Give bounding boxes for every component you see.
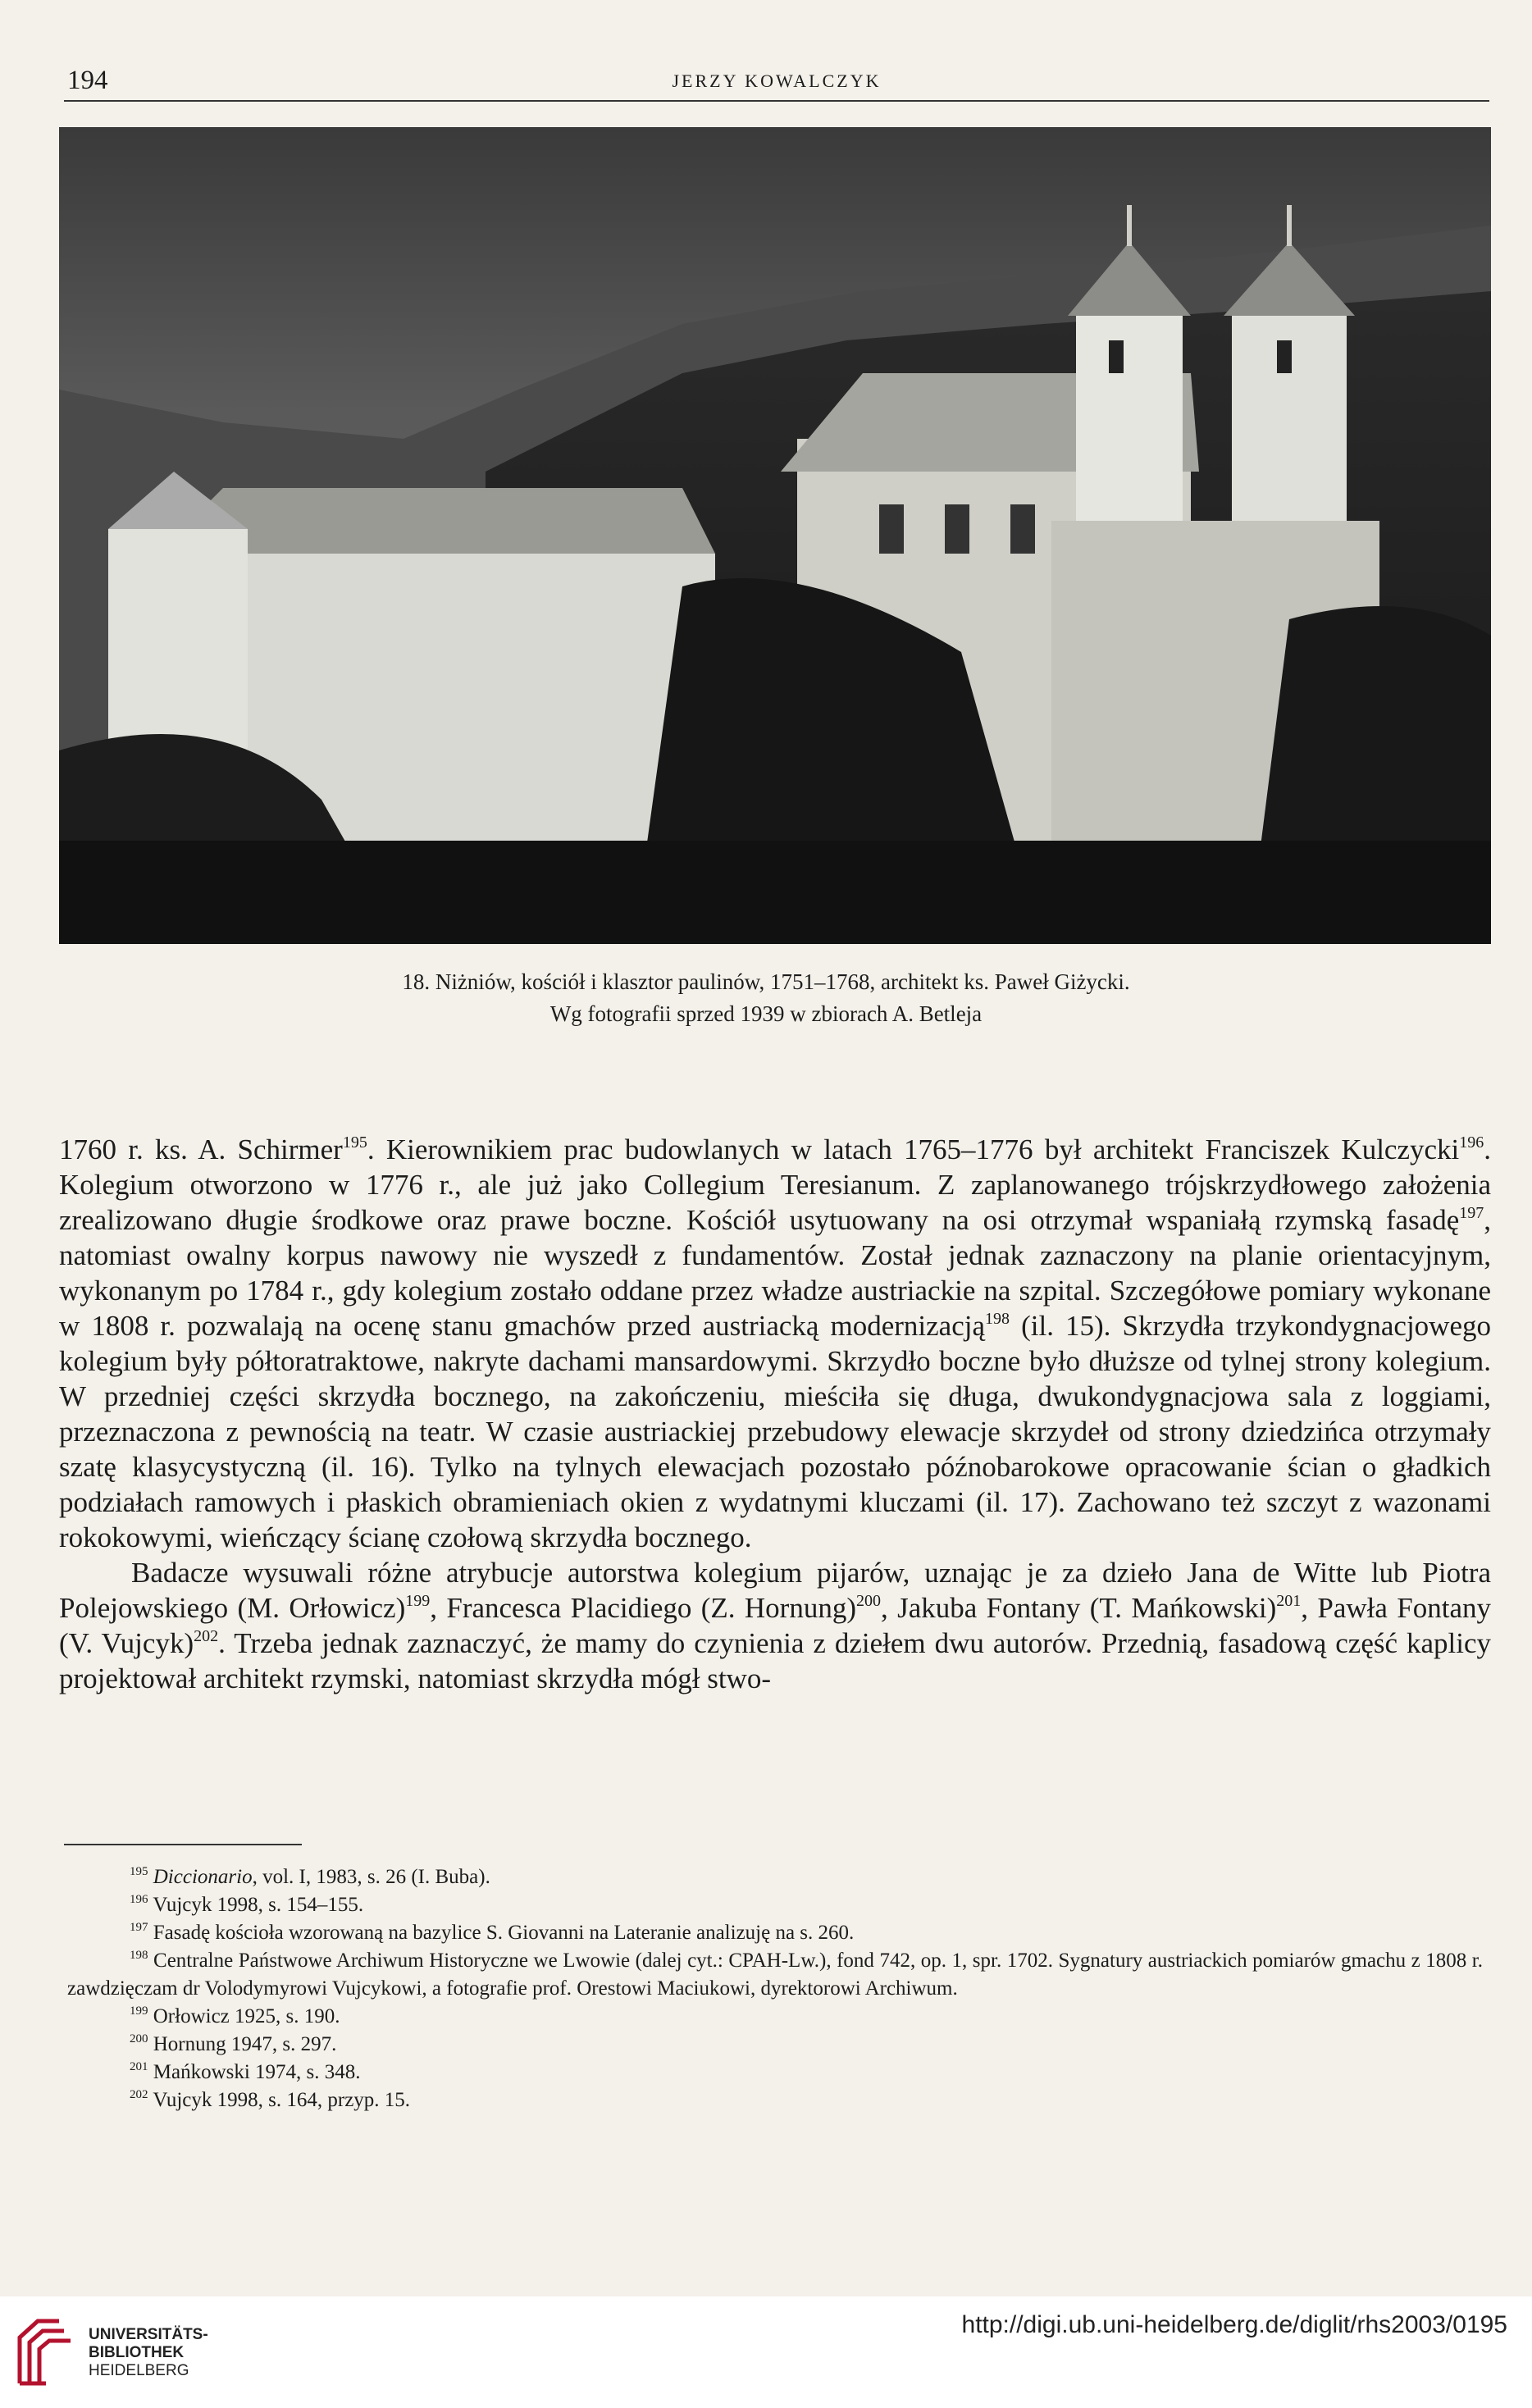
library-name-line: HEIDELBERG <box>89 2362 189 2379</box>
footnote <box>67 2086 1483 2114</box>
text-run: . Kolegium otworzono w 1776 r., ale już jako Collegium Teresianum. Z zaplanowanego trójskrzydłowego założenia zrealizowano długie środkowe oraz prawe boczne. Kościół usytuowany na osi otrzymał wspaniałą rzymską fasadę <box>59 1133 1491 1236</box>
footnote-text: Vujcyk 1998, s. 154–155. <box>153 1894 364 1916</box>
footnote-number: 195 <box>130 1865 148 1878</box>
figure-photo <box>59 127 1491 944</box>
footnote-number: 199 <box>130 2004 148 2018</box>
library-name-line: BIBLIOTHEK <box>89 2344 185 2361</box>
footnote-text: , vol. I, 1983, s. 26 (I. Buba). <box>252 1866 490 1888</box>
text-run: 1760 r. ks. A. Schirmer <box>59 1133 343 1165</box>
footnote <box>67 1863 1483 1891</box>
library-logo-icon <box>13 2313 75 2388</box>
text-run: , Pawła Fontany (V. Vujcyk) <box>59 1592 1491 1659</box>
footnote-number: 198 <box>130 1949 148 1962</box>
page-number: 194 <box>67 66 108 95</box>
footnote-text: Orłowicz 1925, s. 190. <box>153 2005 340 2027</box>
footnote-title: Diccionario <box>153 1866 253 1888</box>
caption-line: 18. Niżniów, kościół i klasztor paulinów, 1751–1768, architekt ks. Paweł Giżycki. <box>402 969 1130 994</box>
footnote-ref[interactable]: 196 <box>1459 1133 1484 1152</box>
footnote-text: Centralne Państwowe Archiwum Historyczne we Lwowie (dalej cyt.: CPAH-Lw.), fond 742, op. 1, spr. 1702. Sygnatury austriackich pomiarów gmachu z 1808 r. zawdzięczam dr Volodymyrowi Vujcykowi, a fotografie prof. Orestowi Maciukowi, dyrektorowi Archiwum. <box>67 1950 1484 2000</box>
footnote-ref[interactable]: 197 <box>1459 1204 1484 1222</box>
footnote-ref[interactable]: 202 <box>194 1627 219 1645</box>
library-name <box>89 2326 208 2380</box>
text-run: . Kierownikiem prac budowlanych w latach 1765–1776 był architekt Franciszek Kulczycki <box>367 1133 1460 1165</box>
running-head: JERZY KOWALCZYK <box>672 71 882 91</box>
footnote <box>67 1919 1483 1947</box>
monastery-photo <box>59 127 1491 944</box>
footnote-ref[interactable]: 199 <box>405 1592 431 1610</box>
body-text <box>59 1132 1491 1696</box>
footnote-number: 197 <box>130 1921 148 1934</box>
footnote-divider <box>64 1844 302 1845</box>
footnote-text: Fasadę kościoła wzorowaną na bazylice S. Giovanni na Lateranie analizuję na s. 260. <box>153 1922 855 1944</box>
footnote-number: 200 <box>130 2032 148 2045</box>
text-run: , Francesca Placidiego (Z. Hornung) <box>430 1592 856 1624</box>
footnote-number: 202 <box>130 2088 148 2101</box>
page-header <box>64 57 1489 102</box>
footnote-ref[interactable]: 200 <box>856 1592 881 1610</box>
text-run: , natomiast owalny korpus nawowy nie wyszedł z fundamentów. Został jednak zaznaczony na planie orientacyjnym, wykonanym po 1784 r., gdy kolegium zostało oddane przez władze austriackie na szpital. Szczegółowe pomiary wykonane w 1808 r. pozwalają na ocenę stanu gmachów przed austriacką modernizacją <box>59 1204 1491 1342</box>
footnote-number: 201 <box>130 2060 148 2073</box>
footnote-ref[interactable]: 201 <box>1276 1592 1302 1610</box>
footnote <box>67 1891 1483 1919</box>
caption-line: Wg fotografii sprzed 1939 w zbiorach A. Betleja <box>549 1001 983 1026</box>
library-name-line: UNIVERSITÄTS- <box>89 2326 208 2343</box>
footnote-number: 196 <box>130 1893 148 1906</box>
paragraph <box>59 1132 1491 1555</box>
footnote-text: Hornung 1947, s. 297. <box>153 2033 337 2055</box>
figure-caption <box>164 966 1368 1030</box>
source-url-link[interactable]: http://digi.ub.uni-heidelberg.de/diglit/rhs2003/0195 <box>961 2311 1507 2338</box>
footnote <box>67 2003 1483 2031</box>
footnotes <box>67 1863 1483 2114</box>
footnote-text: Vujcyk 1998, s. 164, przyp. 15. <box>153 2089 411 2111</box>
text-run: . Trzeba jednak zaznaczyć, że mamy do czynienia z dziełem dwu autorów. Przednią, fasadową część kaplicy projektował architekt rzymski, natomiast skrzydła mógł stwo- <box>59 1627 1492 1694</box>
text-run: (il. 15). Skrzydła trzykondygnacjowego kolegium były półtoratraktowe, nakryte dachami mansardowymi. Skrzydło boczne było dłuższe od tylnej strony kolegium. W przedniej części skrzydła bocznego, na zakończeniu, mieściła się długa, dwukondygnacjowa sala z loggiami, przeznaczona z pewnością na teatr. W czasie austriackiej przebudowy elewacje skrzydeł od strony dziedzińca otrzymały szatę klasycystyczną (il. 16). Tylko na tylnych elewacjach pozostało późnobarokowe opracowanie ścian o gładkich podziałach ramowych i płaskich obramieniach okien z wydatnymi kluczami (il. 17). Zachowano też szczyt z wazonami rokokowymi, wieńczący ścianę czołową skrzydła bocznego. <box>59 1310 1491 1553</box>
footnote-ref[interactable]: 198 <box>985 1310 1010 1328</box>
text-run: Badacze wysuwali różne atrybucje autorstwa kolegium pijarów, uznając je za dzieło Jana de Witte lub Piotra Polejowskiego (M. Orłowicz) <box>59 1557 1491 1624</box>
footnote <box>67 2059 1483 2086</box>
paragraph <box>59 1555 1491 1696</box>
footnote <box>67 1947 1483 2003</box>
footnote-ref[interactable]: 195 <box>342 1133 367 1152</box>
text-run: , Jakuba Fontany (T. Mańkowski) <box>881 1592 1277 1624</box>
footnote <box>67 2031 1483 2059</box>
footnote-text: Mańkowski 1974, s. 348. <box>153 2061 361 2083</box>
